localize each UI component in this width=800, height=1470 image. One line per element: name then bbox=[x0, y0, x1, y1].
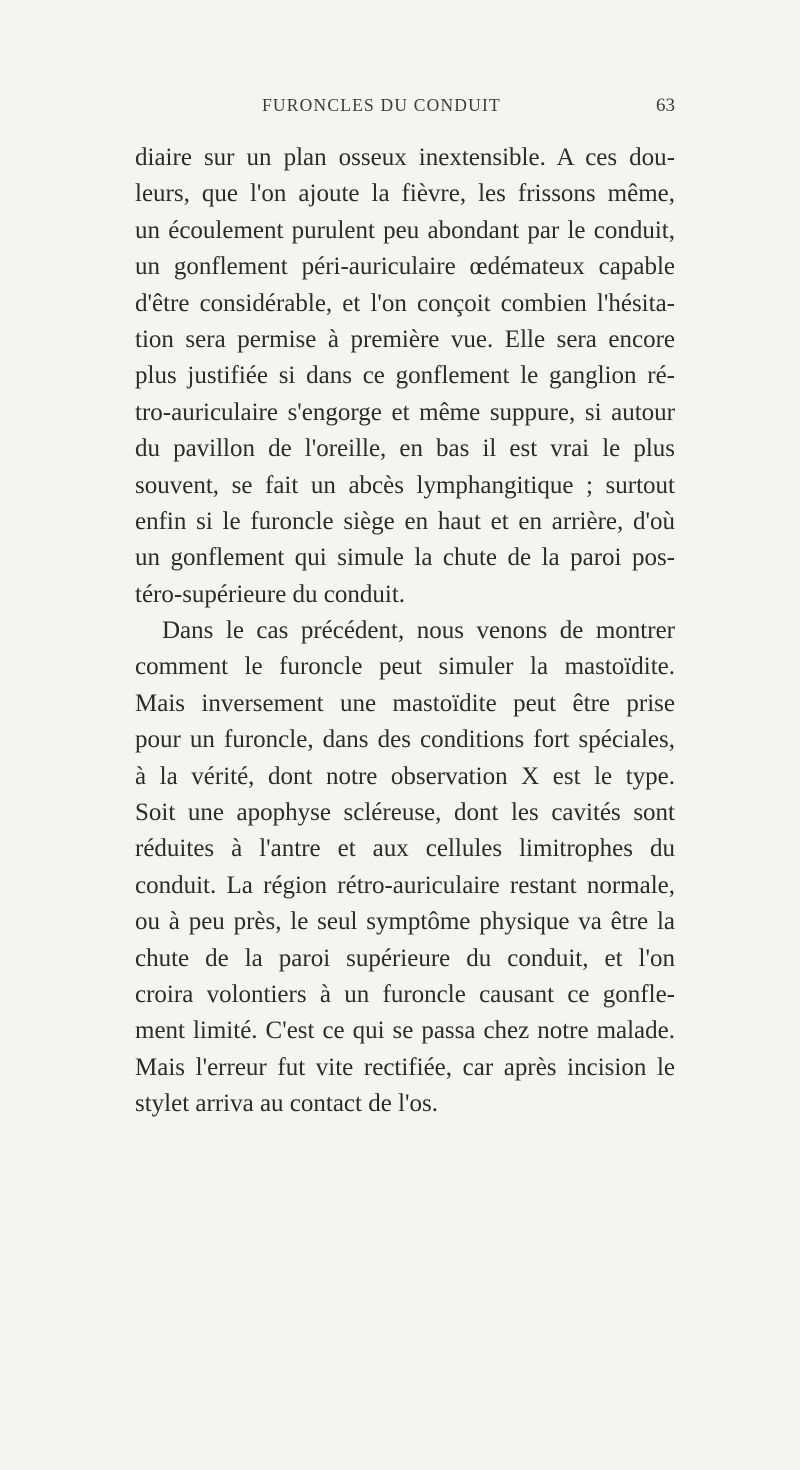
text-line: pour un furoncle, dans des conditions fort spéciales, bbox=[135, 726, 675, 754]
text-line: ou à peu près, le seul symptôme physique va être la bbox=[135, 908, 675, 936]
paragraph-end-line: stylet arriva au contact de l'os. bbox=[135, 1090, 439, 1118]
paragraph-end-line: téro-supérieure du conduit. bbox=[135, 580, 406, 608]
text-line: diaire sur un plan osseux inextensible. A ces dou- bbox=[135, 144, 675, 171]
text-line: souvent, se fait un abcès lymphangitique ; surtout bbox=[135, 471, 675, 499]
text-line: réduites à l'antre et aux cellules limitrophes du bbox=[135, 835, 675, 863]
text-line: plus justifiée si dans ce gonflement le ganglion ré- bbox=[135, 362, 675, 390]
text-line: d'être considérable, et l'on conçoit combien l'hésita- bbox=[135, 289, 675, 317]
text-line: Mais inversement une mastoïdite peut être prise bbox=[135, 689, 675, 717]
text-line: tro-auriculaire s'engorge et même suppure, si autour bbox=[135, 398, 675, 426]
running-head-title: FURONCLES DU CONDUIT bbox=[262, 95, 501, 115]
paragraph-start-line: Dans le cas précédent, nous venons de montrer bbox=[162, 617, 675, 645]
page-number: 63 bbox=[656, 95, 675, 116]
text-line: ment limité. C'est ce qui se passa chez notre malade. bbox=[135, 1017, 675, 1045]
text-line: un écoulement purulent peu abondant par le conduit, bbox=[135, 216, 675, 244]
text-line: chute de la paroi supérieure du conduit, et l'on bbox=[135, 944, 675, 972]
body-text bbox=[135, 140, 675, 1123]
text-line: enfin si le furoncle siège en haut et en arrière, d'où bbox=[135, 507, 675, 535]
text-line: Soit une apophyse scléreuse, dont les cavités sont bbox=[135, 799, 675, 827]
text-line: croira volontiers à un furoncle causant ce gonfle- bbox=[135, 980, 675, 1008]
text-line: leurs, que l'on ajoute la fièvre, les frissons même, bbox=[135, 180, 675, 208]
running-head bbox=[135, 95, 675, 123]
text-line: du pavillon de l'oreille, en bas il est vrai le plus bbox=[135, 435, 675, 463]
text-line: à la vérité, dont notre observation X est le type. bbox=[135, 762, 675, 790]
text-line: un gonflement péri-auriculaire œdémateux capable bbox=[135, 253, 675, 281]
text-line: Mais l'erreur fut vite rectifiée, car après incision le bbox=[135, 1053, 675, 1081]
text-line: un gonflement qui simule la chute de la paroi pos- bbox=[135, 544, 675, 572]
text-line: tion sera permise à première vue. Elle sera encore bbox=[135, 325, 675, 353]
text-line: comment le furoncle peut simuler la mastoïdite. bbox=[135, 653, 675, 681]
text-line: conduit. La région rétro-auriculaire restant normale, bbox=[135, 871, 675, 899]
